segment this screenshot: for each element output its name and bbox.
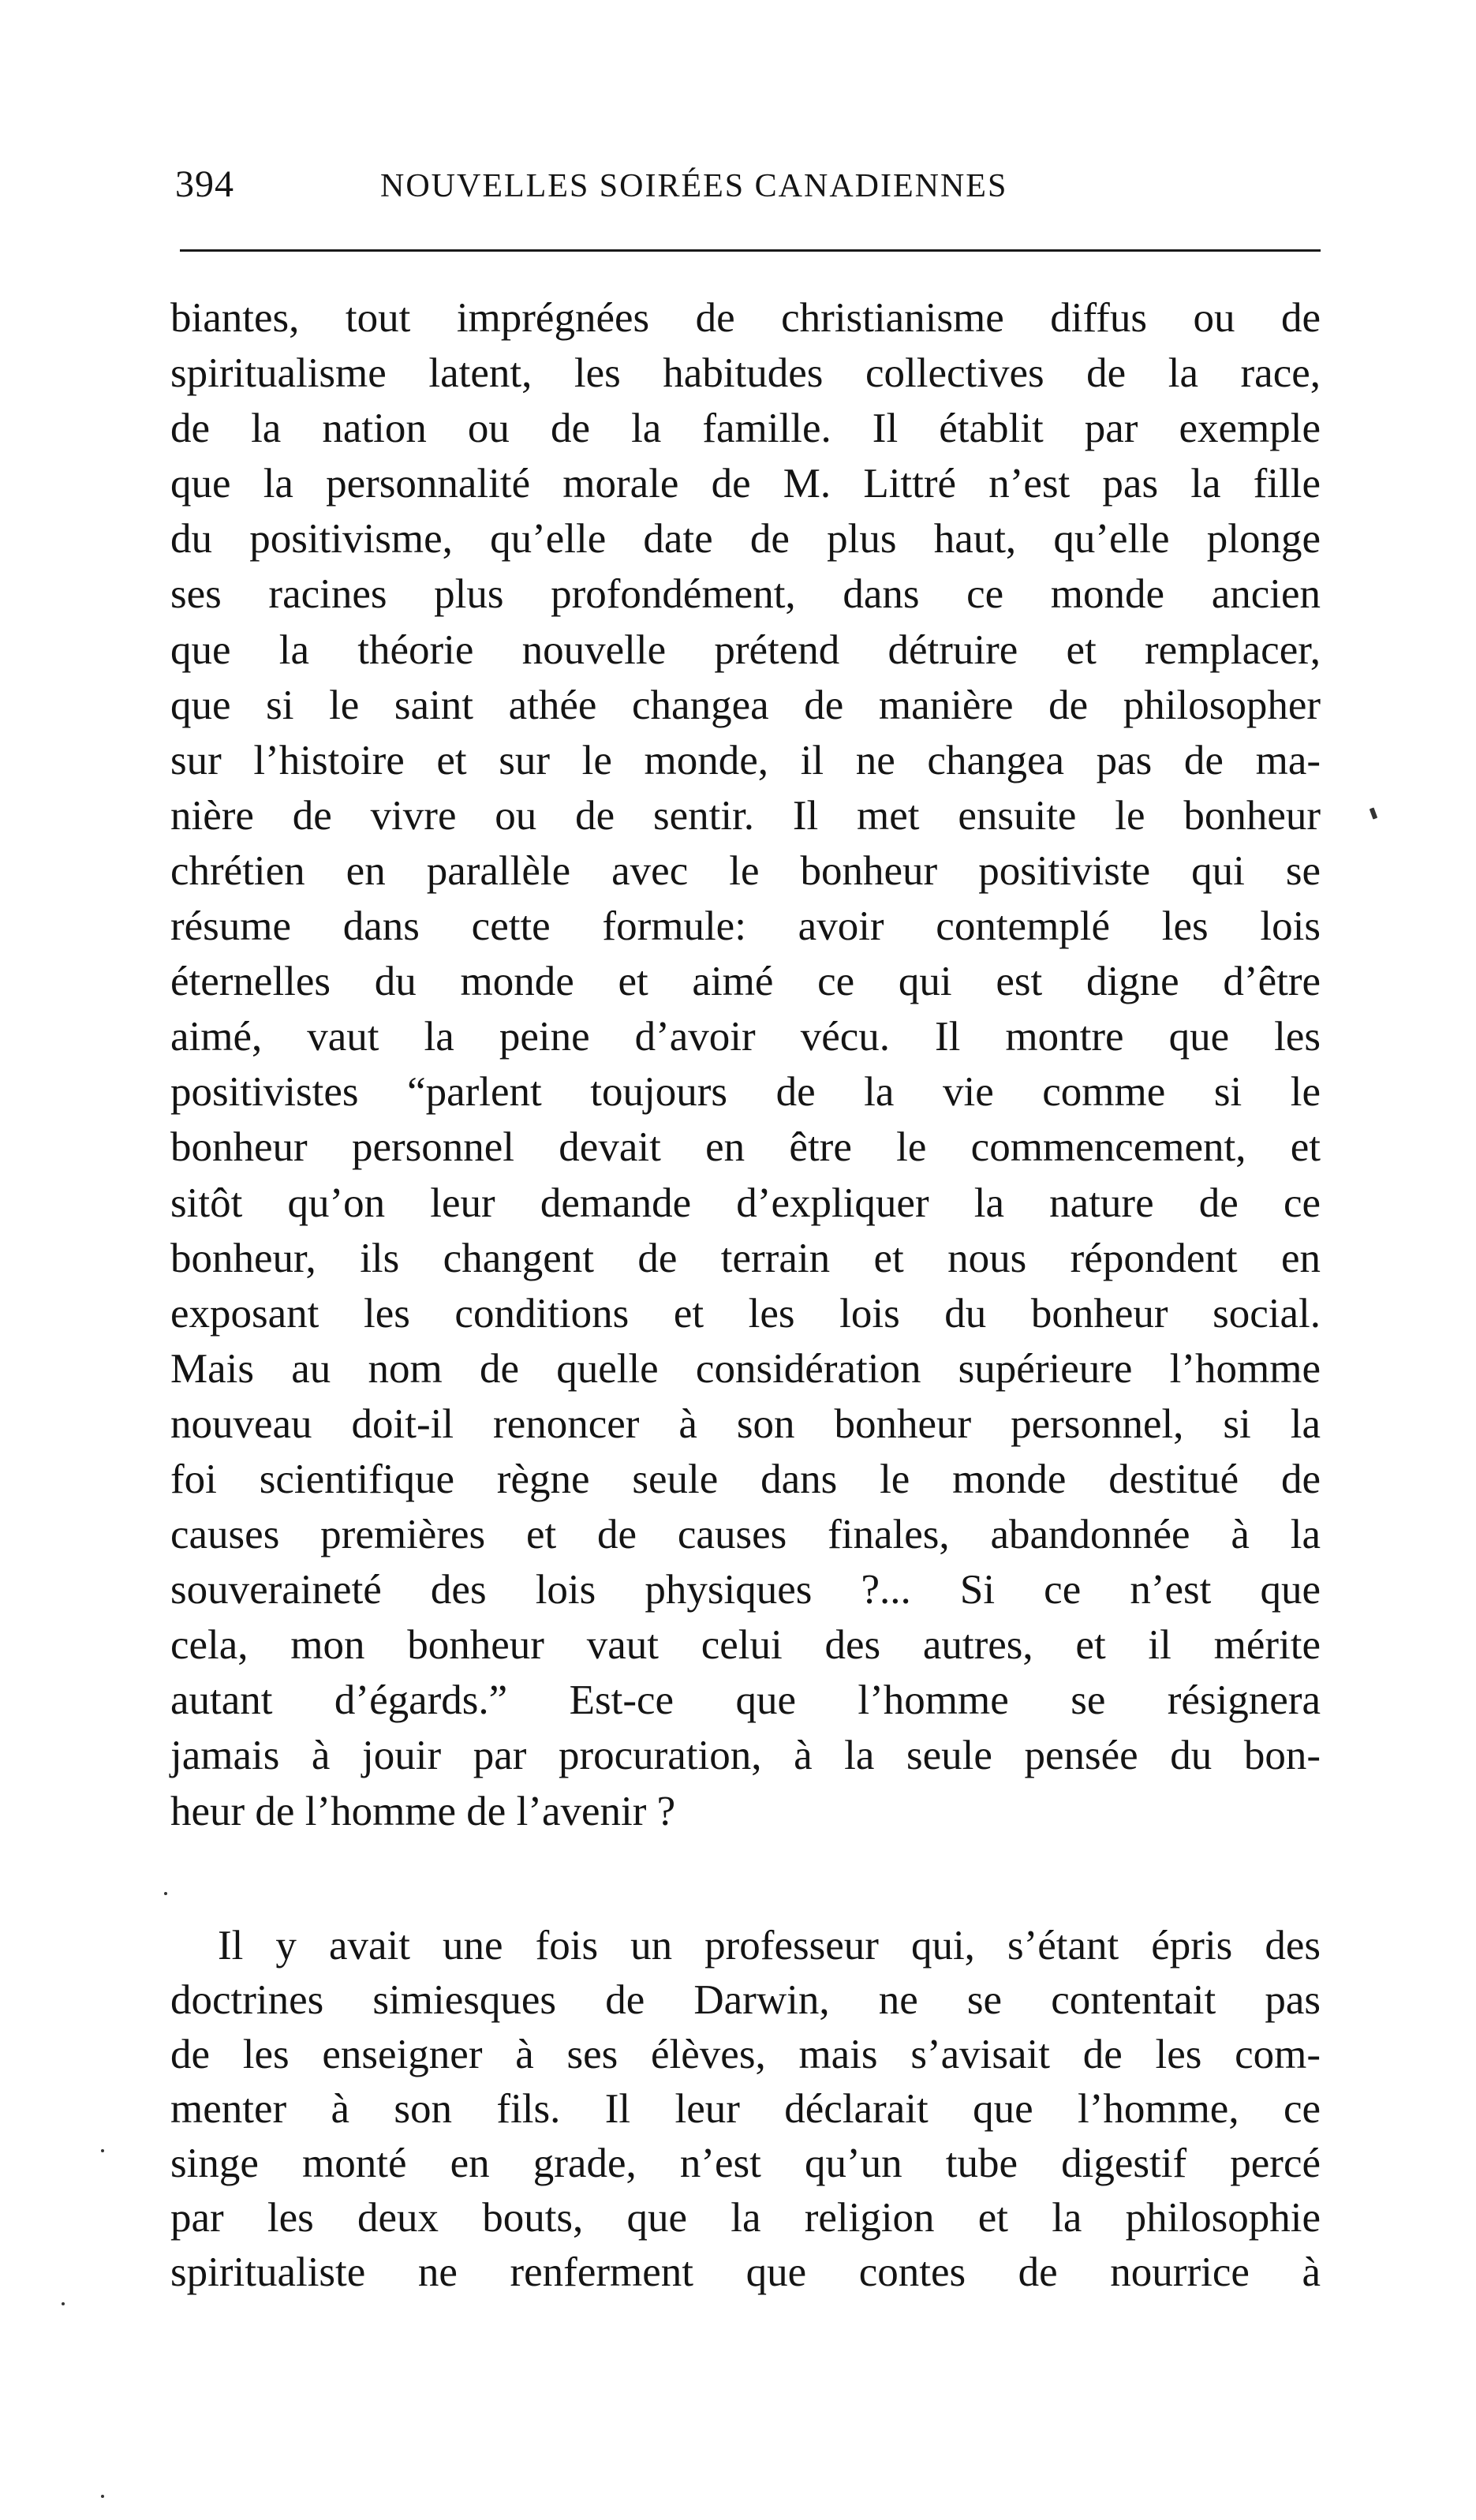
margin-speck [62,2302,65,2305]
running-title: NOUVELLES SOIRÉES CANADIENNES [380,168,1008,204]
text-line: résume dans cette formule: avoir contemplé les lois [170,903,1321,950]
page-number: 394 [175,163,234,205]
text-line: nouveau doit-il renoncer à son bonheur personnel, si la [170,1400,1321,1447]
margin-speck [101,2495,104,2498]
text-line: menter à son fils. Il leur déclarait que l’homme, ce [170,2086,1321,2132]
text-line: causes premières et de causes finales, abandonnée à la [170,1512,1321,1558]
text-line: de les enseigner à ses élèves, mais s’avisait de les com- [170,2032,1321,2077]
text-line: spiritualisme latent, les habitudes collectives de la race, [170,350,1321,397]
text-line: que la personnalité morale de M. Littré n’est pas la fille [170,461,1321,507]
paragraph-1 [170,290,1321,1839]
text-line: sitôt qu’on leur demande d’expliquer la nature de ce [170,1180,1321,1226]
text-line: singe monté en grade, n’est qu’un tube digestif percé [170,2141,1321,2186]
text-line: chrétien en parallèle avec le bonheur positiviste qui se [170,847,1321,894]
text-line: foi scientifique règne seule dans le monde destitué de [170,1456,1321,1502]
text-line: sur l’histoire et sur le monde, il ne changea pas de ma- [170,737,1321,783]
text-line: jamais à jouir par procuration, à la seule pensée du bon- [170,1733,1321,1779]
paragraph-2 [170,1919,1321,2300]
text-line: que si le saint athée changea de manière de philosopher [170,682,1321,728]
text-line: par les deux bouts, que la religion et la philosophie [170,2195,1321,2241]
text-line: ses racines plus profondément, dans ce monde ancien [170,571,1321,618]
text-line: éternelles du monde et aimé ce qui est digne d’être [170,959,1321,1005]
text-line: bonheur, ils changent de terrain et nous répondent en [170,1235,1321,1281]
text-line: bonheur personnel devait en être le commencement, et [170,1124,1321,1171]
text-line: souveraineté des lois physiques ?... Si ce n’est que [170,1567,1321,1613]
margin-speck [1370,807,1377,819]
text-line: heur de l’homme de l’avenir ? [170,1788,676,1834]
text-line: doctrines simiesques de Darwin, ne se contentait pas [170,1977,1321,2023]
text-line: biantes, tout imprégnées de christianisme diffus ou de [170,295,1321,341]
text-line: cela, mon bonheur vaut celui des autres, et il mérite [170,1622,1321,1669]
text-line: spiritualiste ne renferment que contes de nourrice à [170,2249,1321,2295]
margin-speck [164,1892,167,1895]
text-line: que la théorie nouvelle prétend détruire et remplacer, [170,626,1321,673]
text-line: nière de vivre ou de sentir. Il met ensuite le bonheur [170,792,1321,839]
text-line: Mais au nom de quelle considération supérieure l’homme [170,1345,1321,1392]
text-line: de la nation ou de la famille. Il établit par exemple [170,406,1321,452]
text-line: du positivisme, qu’elle date de plus haut, qu’elle plonge [170,516,1321,563]
text-line: Il y avait une fois un professeur qui, s’étant épris des [218,1923,1321,1969]
text-line: aimé, vaut la peine d’avoir vécu. Il montre que les [170,1014,1321,1060]
header-rule [180,249,1321,252]
text-line: exposant les conditions et les lois du bonheur social. [170,1290,1321,1337]
text-line: positivistes “parlent toujours de la vie comme si le [170,1069,1321,1116]
running-header [175,163,1321,210]
margin-speck [101,2149,104,2152]
text-line: autant d’égards.” Est-ce que l’homme se résignera [170,1677,1321,1724]
